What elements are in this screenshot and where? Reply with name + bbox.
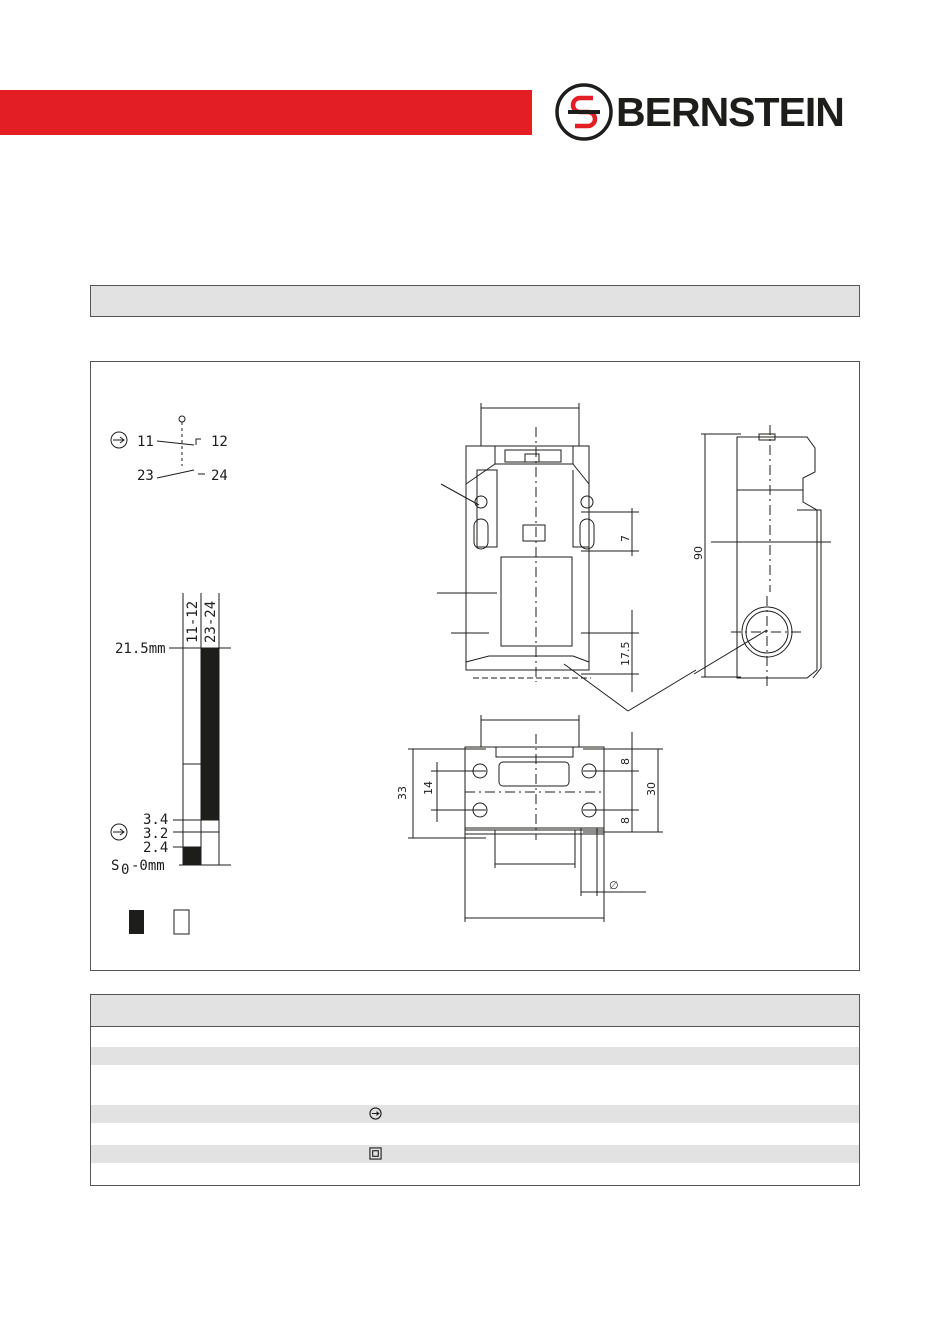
contact-24-label: 24	[211, 468, 228, 484]
table-row	[91, 1123, 859, 1145]
dim-8-bottom: 8	[619, 817, 632, 824]
travel-mark-3-4: 3.4	[143, 812, 169, 828]
contact-symbol	[111, 416, 205, 478]
spec-table	[90, 994, 860, 1186]
dim-33: 33	[396, 786, 409, 800]
dim-90: 90	[692, 546, 705, 560]
brand-name: BERNSTEIN	[616, 89, 844, 135]
dim-7: 7	[619, 535, 632, 542]
table-row	[91, 1163, 859, 1183]
travel-mark-2-4: 2.4	[143, 840, 169, 856]
drawing-panel	[90, 361, 860, 971]
dim-14: 14	[422, 781, 435, 795]
travel-mark-3-2: 3.2	[143, 826, 169, 842]
legend-closed-icon	[129, 910, 144, 934]
column-11-12-label: 11-12	[185, 600, 201, 643]
table-row	[91, 1047, 859, 1065]
spec-table-header	[91, 995, 859, 1027]
side-view	[694, 425, 831, 686]
dim-30: 30	[645, 782, 658, 796]
title-bar	[90, 285, 860, 317]
travel-mark-s0-s: S	[111, 858, 120, 874]
legend-open-icon	[174, 910, 189, 934]
dim-17-5: 17.5	[619, 641, 632, 666]
bernstein-logo-mark-icon	[554, 82, 614, 142]
travel-mark-s0-rest: -0mm	[131, 858, 165, 874]
bernstein-logo	[554, 82, 864, 142]
double-insulation-icon	[369, 1147, 382, 1160]
travel-mark-21-5: 21.5mm	[115, 641, 166, 657]
contact-12-label: 12	[211, 434, 228, 450]
travel-mark-s0-sub: 0	[121, 862, 130, 878]
travel-bar-23-24	[201, 648, 219, 820]
table-row	[91, 1145, 859, 1163]
technical-drawing	[91, 362, 859, 970]
dim-diameter: ∅	[609, 879, 619, 892]
dim-8-top: 8	[619, 758, 632, 765]
header-red-band	[0, 90, 532, 135]
table-row	[91, 1105, 859, 1123]
table-row	[91, 1065, 859, 1105]
table-row	[91, 1027, 859, 1047]
contact-23-label: 23	[137, 468, 154, 484]
contact-11-label: 11	[137, 434, 154, 450]
forced-opening-icon	[369, 1107, 382, 1120]
column-23-24-label: 23-24	[203, 600, 219, 643]
travel-bar-11-12	[183, 847, 201, 865]
front-view	[437, 403, 696, 711]
